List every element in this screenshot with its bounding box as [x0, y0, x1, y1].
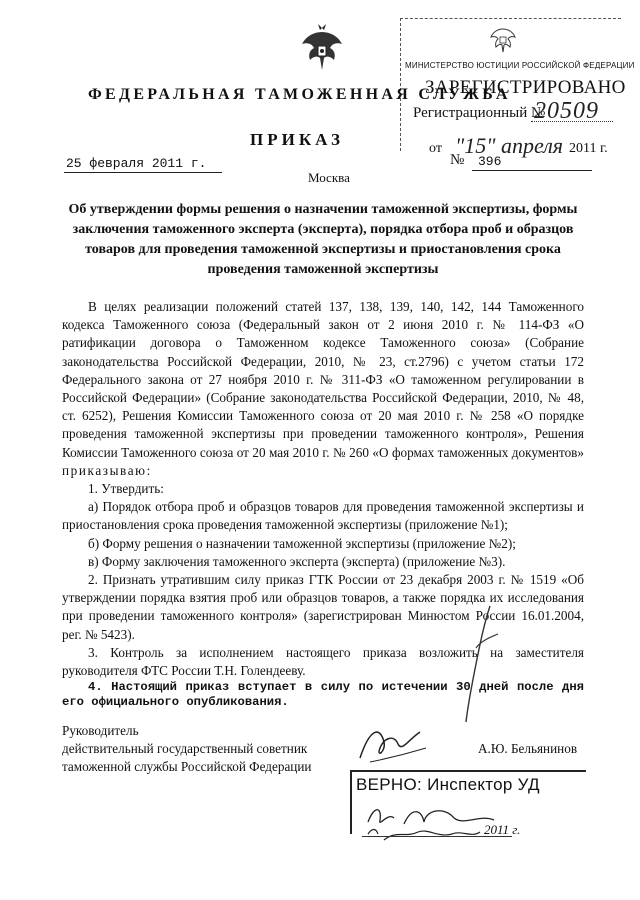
stamp-reg-label: Регистрационный № [413, 105, 546, 121]
handwritten-signature [350, 718, 430, 768]
order-date-underline [64, 172, 222, 173]
order-number: 396 [478, 154, 502, 169]
preamble-paragraph [62, 298, 584, 480]
order-subject: Об утверждении формы решения о назначении таможенной экспертизы, формы заключения таможенного эксперта (эксперта), порядка отбора проб и образцов товаров для проведения таможенной экспертизы и приостановления срока проведения таможенной экспертизы [68, 202, 578, 277]
signatory-title-1: Руководитель [62, 723, 139, 738]
agency-name: ФЕДЕРАЛЬНАЯ ТАМОЖЕННАЯ СЛУЖБА [88, 86, 511, 103]
order-title: ПРИКАЗ [250, 130, 344, 149]
item-1b: б) Форму решения о назначении таможенной экспертизы (приложение №2); [88, 535, 516, 551]
stamp-reg-underline [531, 121, 613, 122]
stamp-status: ЗАРЕГИСТРИРОВАНО [425, 77, 626, 98]
stamp-eagle-icon [489, 23, 517, 53]
signatory-title-2: действительный государственный советник [62, 741, 308, 756]
item-1a: а) Порядок отбора проб и образцов товаров для проведения таможенной экспертизы и приостановления срока проведения таможенной экспертизы (приложение №1); [62, 499, 584, 533]
stamp-date-prefix: от [429, 141, 442, 156]
order-number-underline [472, 170, 592, 171]
item-4: 4. Настоящий приказ вступает в силу по истечении 30 дней после дня его официального опубликования. [62, 680, 584, 710]
item-1c: в) Форму заключения таможенного эксперта (эксперта) (приложение №3). [88, 553, 506, 569]
item-3: 3. Контроль за исполнением настоящего приказа возложить на заместителя руководителя ФТС России Т.Н. Голендееву. [62, 644, 584, 679]
stamp-date-handwritten: "15" апреля [455, 133, 564, 158]
registration-stamp [400, 18, 635, 158]
signatory-name: А.Ю. Бельянинов [478, 741, 578, 756]
stamp-date-year: 2011 г. [569, 141, 608, 156]
order-city: Москва [308, 170, 350, 185]
verification-date-handwritten [362, 820, 582, 850]
pen-stroke-mark [440, 604, 500, 724]
verification-year: 2011 г. [484, 822, 521, 837]
order-body [62, 298, 584, 710]
stamp-reg-number: 20509 [534, 98, 599, 124]
stamp-ministry-name: МИНИСТЕРСТВО ЮСТИЦИИ РОССИЙСКОЙ ФЕДЕРАЦИИ [405, 61, 635, 70]
item-1: 1. Утвердить: [88, 481, 164, 497]
order-number-label: № [450, 152, 465, 168]
item-2: 2. Признать утратившим силу приказ ГТК России от 23 декабря 2003 г. № 1519 «Об утверждении порядка взятия проб или образцов товаров, а также порядка их исследования при проведении таможенного контроля» (зарегистрирован Минюстом России 16.01.2004, рег. № 5423). [62, 572, 584, 642]
signature-block [62, 722, 582, 776]
prikazyvayu-text: приказываю: [62, 462, 152, 478]
order-date: 25 февраля 2011 г. [66, 156, 207, 171]
verification-text: ВЕРНО: Инспектор УД [356, 775, 540, 794]
signatory-title-3: таможенной службы Российской Федерации [62, 759, 312, 774]
double-headed-eagle-emblem [300, 22, 344, 74]
preamble-text: В целях реализации положений статей 137, 138, 139, 140, 142, 144 Таможенного кодекса Таможенного союза (Федеральный закон от 2 июня 2010 г. № 114-ФЗ «О ратификации договора о Таможенном кодексе Таможенного союза» (Собрание законодательства Российской Федерации, 2010, № 23, ст.2796) с учетом статьи 172 Федерального закона от 27 ноября 2010 г. № 311-ФЗ «О таможенном регулировании в Российской Федерации» (Собрание законодательства Российской Федерации, 2010, № 48, ст. 6252), Решения Комиссии Таможенного союза от 20 мая 2010 г. № 258 «О порядке проведения таможенной экспертизы при проведении таможенного контроля», Решения Комиссии Таможенного союза от 20 мая 2010 г. № 260 «О формах таможенных документов» [62, 299, 584, 460]
